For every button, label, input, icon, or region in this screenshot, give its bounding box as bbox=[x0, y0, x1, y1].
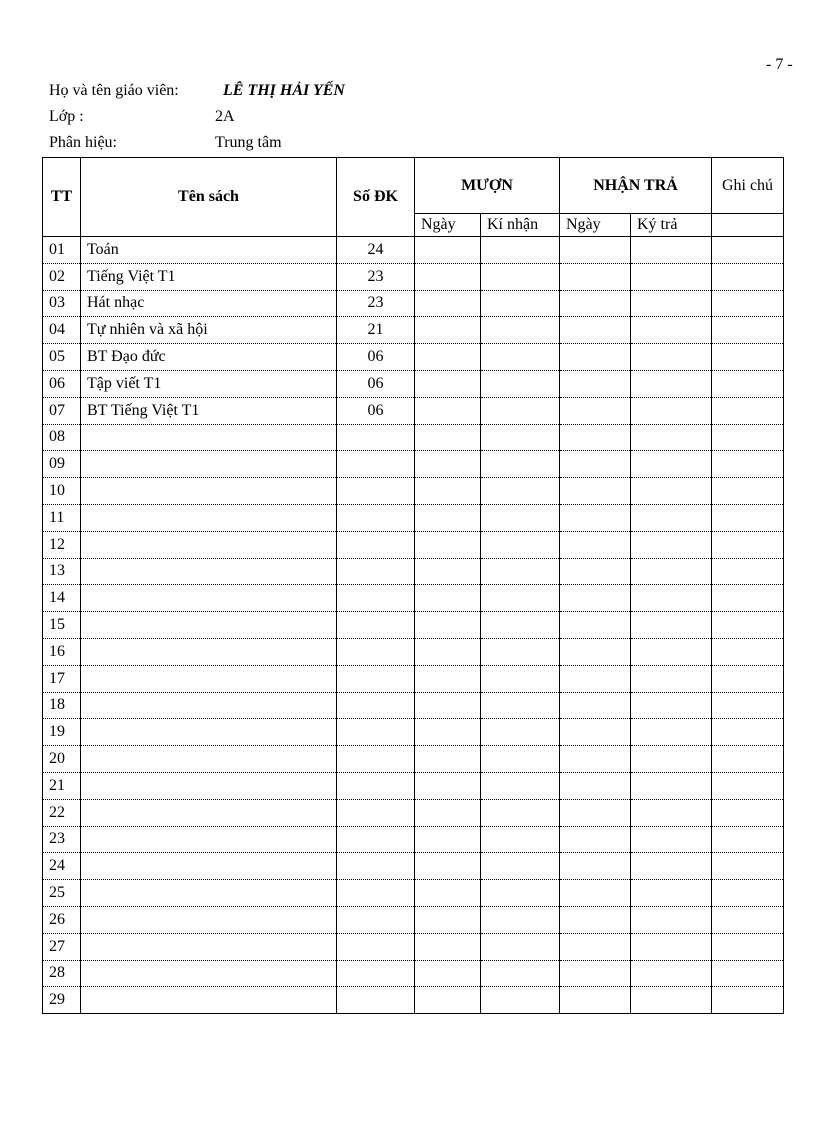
row-number: 12 bbox=[43, 531, 81, 558]
table-row bbox=[43, 799, 784, 826]
borrow-sign-cell bbox=[481, 290, 560, 317]
book-title bbox=[81, 638, 337, 665]
table-row bbox=[43, 424, 784, 451]
return-sign-cell bbox=[631, 746, 712, 773]
return-sign-cell bbox=[631, 558, 712, 585]
return-date-cell bbox=[560, 424, 631, 451]
row-number: 14 bbox=[43, 585, 81, 612]
note-cell bbox=[712, 906, 784, 933]
return-date-cell bbox=[560, 290, 631, 317]
table-row bbox=[43, 451, 784, 478]
reg-number bbox=[337, 772, 415, 799]
row-number: 28 bbox=[43, 960, 81, 987]
borrow-sign-cell bbox=[481, 853, 560, 880]
row-number: 27 bbox=[43, 933, 81, 960]
return-sign-cell bbox=[631, 290, 712, 317]
book-title bbox=[81, 987, 337, 1014]
reg-number bbox=[337, 451, 415, 478]
note-cell bbox=[712, 263, 784, 290]
borrow-sign-cell bbox=[481, 478, 560, 505]
return-sign-cell bbox=[631, 397, 712, 424]
borrow-date-cell bbox=[415, 237, 481, 264]
return-sign-cell bbox=[631, 317, 712, 344]
table-row bbox=[43, 558, 784, 585]
table-row bbox=[43, 719, 784, 746]
table-row bbox=[43, 665, 784, 692]
borrow-date-cell bbox=[415, 772, 481, 799]
note-cell bbox=[712, 746, 784, 773]
note-cell bbox=[712, 987, 784, 1014]
borrow-date-cell bbox=[415, 960, 481, 987]
return-sign-cell bbox=[631, 638, 712, 665]
reg-number bbox=[337, 826, 415, 853]
table-row bbox=[43, 987, 784, 1014]
note-cell bbox=[712, 237, 784, 264]
borrow-sign-cell bbox=[481, 263, 560, 290]
return-sign-cell bbox=[631, 237, 712, 264]
borrow-sign-cell bbox=[481, 933, 560, 960]
reg-number bbox=[337, 558, 415, 585]
borrow-date-cell bbox=[415, 933, 481, 960]
book-title bbox=[81, 906, 337, 933]
return-sign-cell bbox=[631, 772, 712, 799]
table-row bbox=[43, 853, 784, 880]
return-sign-cell bbox=[631, 344, 712, 371]
book-title bbox=[81, 933, 337, 960]
note-cell bbox=[712, 719, 784, 746]
book-title: Hát nhạc bbox=[81, 290, 337, 317]
book-loan-table bbox=[42, 157, 784, 1014]
return-date-cell bbox=[560, 853, 631, 880]
table-row bbox=[43, 880, 784, 907]
borrow-sign-cell bbox=[481, 880, 560, 907]
note-cell bbox=[712, 451, 784, 478]
reg-number bbox=[337, 880, 415, 907]
book-title bbox=[81, 478, 337, 505]
row-number: 07 bbox=[43, 397, 81, 424]
note-cell bbox=[712, 692, 784, 719]
note-cell bbox=[712, 290, 784, 317]
borrow-sign-cell bbox=[481, 317, 560, 344]
return-date-cell bbox=[560, 531, 631, 558]
table-row bbox=[43, 290, 784, 317]
reg-number bbox=[337, 933, 415, 960]
borrow-sign-cell bbox=[481, 665, 560, 692]
reg-number: 23 bbox=[337, 290, 415, 317]
table-row bbox=[43, 585, 784, 612]
return-sign-cell bbox=[631, 933, 712, 960]
row-number: 05 bbox=[43, 344, 81, 371]
note-cell bbox=[712, 665, 784, 692]
note-cell bbox=[712, 612, 784, 639]
return-sign-cell bbox=[631, 692, 712, 719]
row-number: 29 bbox=[43, 987, 81, 1014]
borrow-sign-cell bbox=[481, 746, 560, 773]
return-date-cell bbox=[560, 478, 631, 505]
book-title bbox=[81, 531, 337, 558]
book-title: BT Tiếng Việt T1 bbox=[81, 397, 337, 424]
return-date-cell bbox=[560, 987, 631, 1014]
book-title bbox=[81, 826, 337, 853]
note-cell bbox=[712, 933, 784, 960]
table-row bbox=[43, 960, 784, 987]
borrow-date-cell bbox=[415, 906, 481, 933]
return-date-cell bbox=[560, 880, 631, 907]
return-date-cell bbox=[560, 692, 631, 719]
row-number: 26 bbox=[43, 906, 81, 933]
borrow-date-cell bbox=[415, 263, 481, 290]
row-number: 09 bbox=[43, 451, 81, 478]
borrow-sign-cell bbox=[481, 719, 560, 746]
borrow-sign-cell bbox=[481, 585, 560, 612]
borrow-date-cell bbox=[415, 719, 481, 746]
branch-label: Phân hiệu: bbox=[49, 134, 117, 151]
reg-number bbox=[337, 478, 415, 505]
return-sign-cell bbox=[631, 665, 712, 692]
borrow-sign-cell bbox=[481, 692, 560, 719]
row-number: 15 bbox=[43, 612, 81, 639]
note-cell bbox=[712, 370, 784, 397]
borrow-sign-cell bbox=[481, 397, 560, 424]
return-date-cell bbox=[560, 960, 631, 987]
borrow-date-cell bbox=[415, 344, 481, 371]
return-sign-cell bbox=[631, 451, 712, 478]
book-title bbox=[81, 451, 337, 478]
row-number: 19 bbox=[43, 719, 81, 746]
note-cell bbox=[712, 424, 784, 451]
row-number: 03 bbox=[43, 290, 81, 317]
book-title bbox=[81, 612, 337, 639]
borrow-sign-cell bbox=[481, 344, 560, 371]
note-sub-header bbox=[712, 214, 784, 237]
row-number: 20 bbox=[43, 746, 81, 773]
borrow-sign-cell bbox=[481, 237, 560, 264]
return-date-cell bbox=[560, 344, 631, 371]
return-date-cell bbox=[560, 746, 631, 773]
borrow-sign-cell bbox=[481, 987, 560, 1014]
row-number: 24 bbox=[43, 853, 81, 880]
borrow-date-cell bbox=[415, 799, 481, 826]
return-date-cell bbox=[560, 558, 631, 585]
row-number: 06 bbox=[43, 370, 81, 397]
note-cell bbox=[712, 585, 784, 612]
note-cell bbox=[712, 504, 784, 531]
reg-number: 06 bbox=[337, 397, 415, 424]
return-date-cell bbox=[560, 665, 631, 692]
reg-number bbox=[337, 638, 415, 665]
borrow-date-cell bbox=[415, 478, 481, 505]
borrow-date-cell bbox=[415, 612, 481, 639]
borrow-date-cell bbox=[415, 558, 481, 585]
teacher-name: LÊ THỊ HẢI YẾN bbox=[223, 82, 345, 99]
return-sign-header: Ký trả bbox=[631, 214, 712, 237]
row-number: 21 bbox=[43, 772, 81, 799]
book-title bbox=[81, 772, 337, 799]
row-number: 22 bbox=[43, 799, 81, 826]
book-title bbox=[81, 585, 337, 612]
table-row bbox=[43, 397, 784, 424]
class-value: 2A bbox=[215, 108, 235, 125]
borrow-sign-cell bbox=[481, 772, 560, 799]
return-sign-cell bbox=[631, 585, 712, 612]
page-number: - 7 - bbox=[766, 56, 793, 73]
book-title: BT Đạo đức bbox=[81, 344, 337, 371]
book-title bbox=[81, 424, 337, 451]
borrow-sign-cell bbox=[481, 638, 560, 665]
book-title bbox=[81, 558, 337, 585]
reg-number bbox=[337, 853, 415, 880]
reg-number bbox=[337, 719, 415, 746]
note-cell bbox=[712, 558, 784, 585]
borrow-date-cell bbox=[415, 317, 481, 344]
branch-line bbox=[49, 132, 282, 154]
reg-number: 06 bbox=[337, 344, 415, 371]
row-number: 13 bbox=[43, 558, 81, 585]
book-title: Tiếng Việt T1 bbox=[81, 263, 337, 290]
borrow-sign-cell bbox=[481, 906, 560, 933]
return-sign-cell bbox=[631, 960, 712, 987]
borrow-date-cell bbox=[415, 826, 481, 853]
reg-number bbox=[337, 746, 415, 773]
branch-value: Trung tâm bbox=[215, 134, 282, 151]
return-sign-cell bbox=[631, 263, 712, 290]
note-cell bbox=[712, 799, 784, 826]
book-title bbox=[81, 880, 337, 907]
return-date-cell bbox=[560, 370, 631, 397]
book-title bbox=[81, 960, 337, 987]
return-date-cell bbox=[560, 799, 631, 826]
reg-number: 23 bbox=[337, 263, 415, 290]
note-header: Ghi chú bbox=[712, 158, 784, 214]
row-number: 08 bbox=[43, 424, 81, 451]
table-row bbox=[43, 478, 784, 505]
book-title bbox=[81, 692, 337, 719]
table-row bbox=[43, 933, 784, 960]
reg-number: 06 bbox=[337, 370, 415, 397]
return-date-cell bbox=[560, 719, 631, 746]
borrow-date-cell bbox=[415, 424, 481, 451]
note-cell bbox=[712, 826, 784, 853]
note-cell bbox=[712, 317, 784, 344]
return-date-cell bbox=[560, 504, 631, 531]
borrow-sign-cell bbox=[481, 558, 560, 585]
note-cell bbox=[712, 638, 784, 665]
book-title: Toán bbox=[81, 237, 337, 264]
return-sign-cell bbox=[631, 906, 712, 933]
return-sign-cell bbox=[631, 826, 712, 853]
return-sign-cell bbox=[631, 370, 712, 397]
note-cell bbox=[712, 960, 784, 987]
return-date-cell bbox=[560, 585, 631, 612]
table-row bbox=[43, 826, 784, 853]
return-date-cell bbox=[560, 263, 631, 290]
book-title bbox=[81, 719, 337, 746]
col-reg-header: Số ĐK bbox=[337, 158, 415, 237]
book-title: Tập viết T1 bbox=[81, 370, 337, 397]
return-date-cell bbox=[560, 397, 631, 424]
teacher-line bbox=[49, 80, 345, 102]
table-row bbox=[43, 692, 784, 719]
borrow-date-cell bbox=[415, 585, 481, 612]
row-number: 25 bbox=[43, 880, 81, 907]
return-sign-cell bbox=[631, 612, 712, 639]
borrow-date-header: Ngày bbox=[415, 214, 481, 237]
return-date-cell bbox=[560, 451, 631, 478]
reg-number bbox=[337, 692, 415, 719]
borrow-date-cell bbox=[415, 531, 481, 558]
borrow-date-cell bbox=[415, 451, 481, 478]
table-row bbox=[43, 772, 784, 799]
row-number: 18 bbox=[43, 692, 81, 719]
book-title bbox=[81, 799, 337, 826]
table-row bbox=[43, 237, 784, 264]
return-date-cell bbox=[560, 933, 631, 960]
table-row bbox=[43, 531, 784, 558]
row-number: 16 bbox=[43, 638, 81, 665]
book-title: Tự nhiên và xã hội bbox=[81, 317, 337, 344]
return-date-cell bbox=[560, 317, 631, 344]
class-line bbox=[49, 106, 235, 128]
col-no-header: TT bbox=[43, 158, 81, 237]
borrow-date-cell bbox=[415, 853, 481, 880]
note-cell bbox=[712, 772, 784, 799]
row-number: 23 bbox=[43, 826, 81, 853]
table-row bbox=[43, 344, 784, 371]
borrow-sign-cell bbox=[481, 826, 560, 853]
borrow-date-cell bbox=[415, 692, 481, 719]
return-sign-cell bbox=[631, 504, 712, 531]
borrow-date-cell bbox=[415, 290, 481, 317]
note-cell bbox=[712, 478, 784, 505]
row-number: 11 bbox=[43, 504, 81, 531]
borrow-date-cell bbox=[415, 665, 481, 692]
return-sign-cell bbox=[631, 424, 712, 451]
table-row bbox=[43, 638, 784, 665]
borrow-date-cell bbox=[415, 880, 481, 907]
table-row bbox=[43, 317, 784, 344]
reg-number bbox=[337, 665, 415, 692]
borrow-sign-cell bbox=[481, 799, 560, 826]
book-title bbox=[81, 746, 337, 773]
ledger-body bbox=[43, 237, 784, 1014]
book-title bbox=[81, 504, 337, 531]
table-row bbox=[43, 370, 784, 397]
table-row bbox=[43, 263, 784, 290]
reg-number bbox=[337, 906, 415, 933]
borrow-sign-cell bbox=[481, 451, 560, 478]
table-row bbox=[43, 612, 784, 639]
return-date-cell bbox=[560, 906, 631, 933]
note-cell bbox=[712, 880, 784, 907]
row-number: 10 bbox=[43, 478, 81, 505]
return-date-cell bbox=[560, 772, 631, 799]
teacher-label: Họ và tên giáo viên: bbox=[49, 82, 179, 99]
borrow-date-cell bbox=[415, 504, 481, 531]
note-cell bbox=[712, 531, 784, 558]
return-sign-cell bbox=[631, 987, 712, 1014]
table-row bbox=[43, 504, 784, 531]
row-number: 01 bbox=[43, 237, 81, 264]
borrow-date-cell bbox=[415, 746, 481, 773]
book-title bbox=[81, 853, 337, 880]
borrow-date-cell bbox=[415, 370, 481, 397]
row-number: 02 bbox=[43, 263, 81, 290]
row-number: 17 bbox=[43, 665, 81, 692]
return-date-cell bbox=[560, 612, 631, 639]
table-row bbox=[43, 746, 784, 773]
return-sign-cell bbox=[631, 719, 712, 746]
borrow-sign-cell bbox=[481, 612, 560, 639]
note-cell bbox=[712, 344, 784, 371]
table-row bbox=[43, 906, 784, 933]
reg-number: 24 bbox=[337, 237, 415, 264]
borrow-sign-cell bbox=[481, 424, 560, 451]
reg-number bbox=[337, 799, 415, 826]
return-sign-cell bbox=[631, 478, 712, 505]
reg-number bbox=[337, 531, 415, 558]
reg-number bbox=[337, 424, 415, 451]
borrow-sign-cell bbox=[481, 531, 560, 558]
book-title bbox=[81, 665, 337, 692]
borrow-sign-cell bbox=[481, 504, 560, 531]
borrow-header: MƯỢN bbox=[415, 158, 560, 214]
reg-number bbox=[337, 504, 415, 531]
return-date-header: Ngày bbox=[560, 214, 631, 237]
reg-number: 21 bbox=[337, 317, 415, 344]
col-title-header: Tên sách bbox=[81, 158, 337, 237]
note-cell bbox=[712, 397, 784, 424]
class-label: Lớp : bbox=[49, 108, 84, 125]
return-sign-cell bbox=[631, 853, 712, 880]
return-sign-cell bbox=[631, 880, 712, 907]
borrow-sign-cell bbox=[481, 370, 560, 397]
borrow-sign-header: Kí nhận bbox=[481, 214, 560, 237]
row-number: 04 bbox=[43, 317, 81, 344]
return-header: NHẬN TRẢ bbox=[560, 158, 712, 214]
return-date-cell bbox=[560, 826, 631, 853]
return-sign-cell bbox=[631, 799, 712, 826]
reg-number bbox=[337, 960, 415, 987]
return-sign-cell bbox=[631, 531, 712, 558]
borrow-sign-cell bbox=[481, 960, 560, 987]
borrow-date-cell bbox=[415, 987, 481, 1014]
reg-number bbox=[337, 987, 415, 1014]
note-cell bbox=[712, 853, 784, 880]
reg-number bbox=[337, 585, 415, 612]
return-date-cell bbox=[560, 638, 631, 665]
return-date-cell bbox=[560, 237, 631, 264]
borrow-date-cell bbox=[415, 638, 481, 665]
borrow-date-cell bbox=[415, 397, 481, 424]
reg-number bbox=[337, 612, 415, 639]
